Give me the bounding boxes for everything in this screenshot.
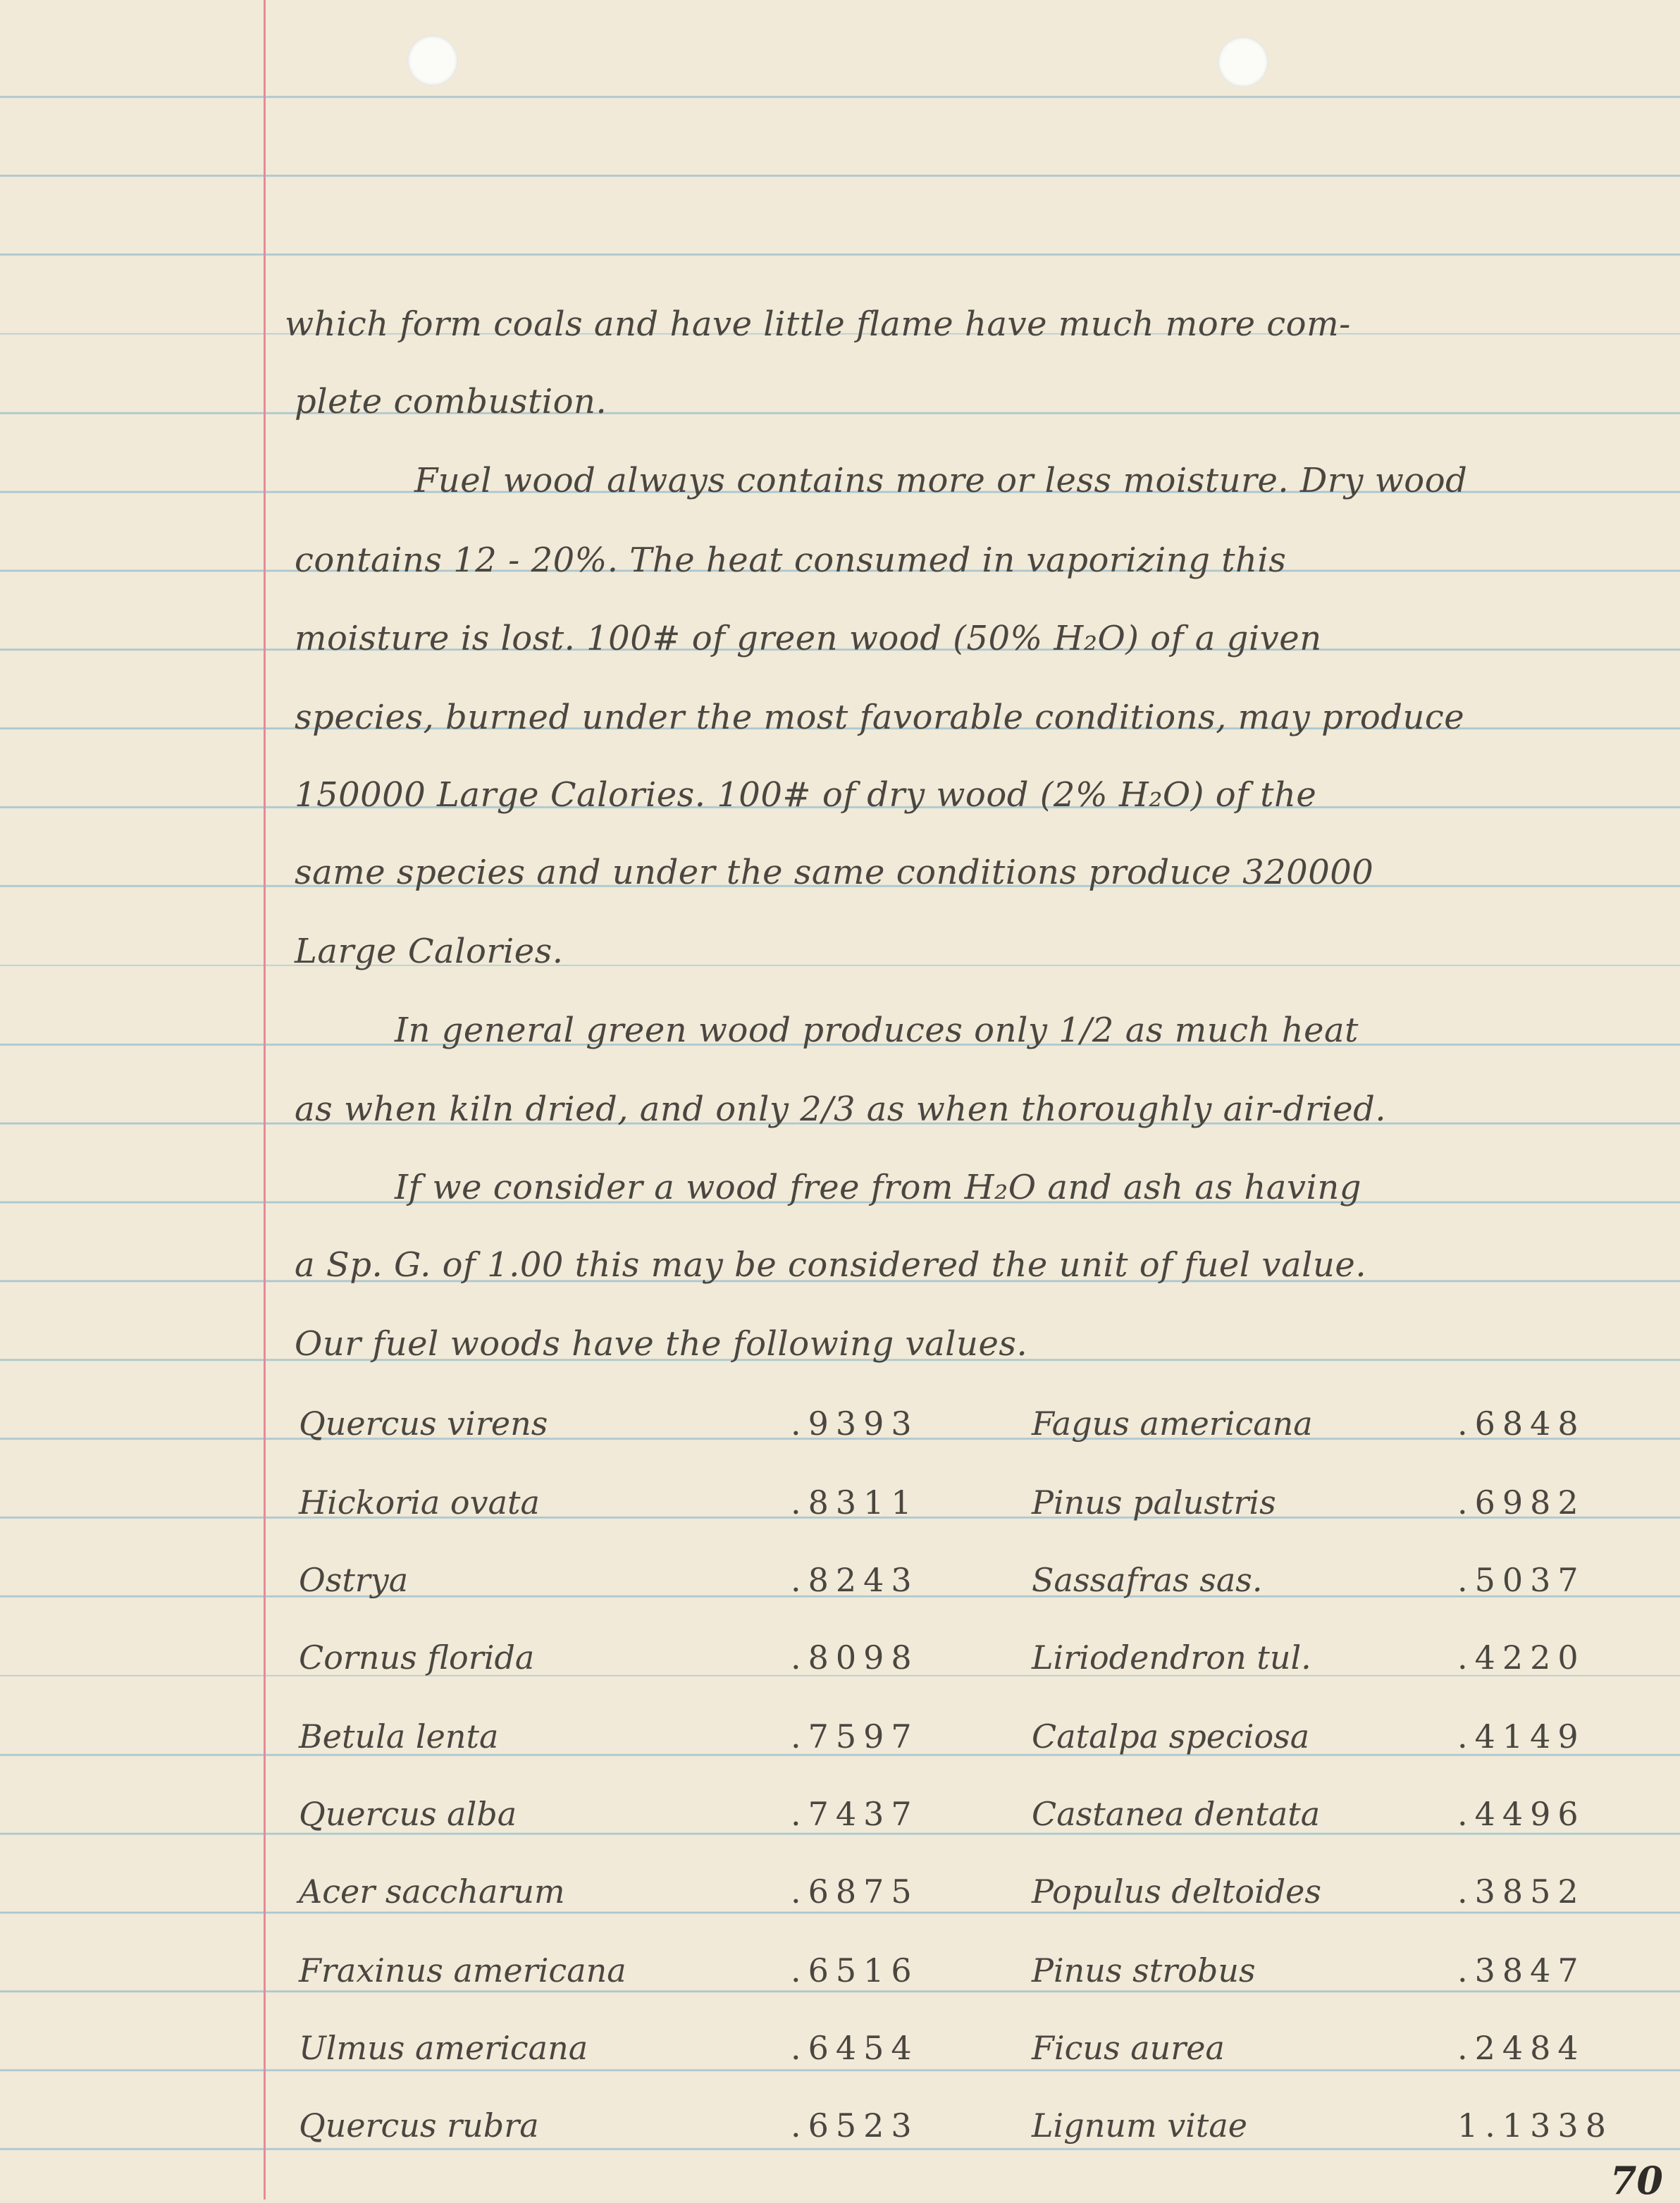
text-line: 150000 Large Calories. 100# of dry wood (2% H₂O) of the xyxy=(295,775,1317,815)
species-name: Hickoria ovata xyxy=(299,1483,540,1522)
species-name: Fraxinus americana xyxy=(299,1951,626,1989)
text-line: species, burned under the most favorable conditions, may produce xyxy=(295,698,1465,737)
fuel-value: .8311 xyxy=(791,1483,919,1522)
page-number: 70 xyxy=(1610,2158,1663,2203)
fuel-value: .6875 xyxy=(791,1872,919,1911)
text-line: as when kiln dried, and only 2/3 as when thoroughly air-dried. xyxy=(295,1090,1387,1129)
fuel-value: .7597 xyxy=(791,1717,919,1755)
text-line: moisture is lost. 100# of green wood (50% H₂O) of a given xyxy=(295,619,1322,658)
fuel-value: .8098 xyxy=(791,1639,919,1677)
species-name: Castanea dentata xyxy=(1032,1795,1321,1833)
species-name: Liriodendron tul. xyxy=(1032,1639,1311,1677)
text-line: plete combustion. xyxy=(295,382,607,421)
fuel-value: .7437 xyxy=(791,1795,919,1833)
fuel-value: .3847 xyxy=(1457,1951,1586,1989)
species-name: Betula lenta xyxy=(299,1717,499,1755)
species-name: Fagus americana xyxy=(1032,1405,1313,1443)
species-name: Pinus palustris xyxy=(1032,1483,1276,1522)
fuel-value: 1.1338 xyxy=(1457,2106,1613,2145)
fuel-value: .4149 xyxy=(1457,1717,1586,1755)
fuel-value: .6516 xyxy=(791,1951,919,1989)
fuel-value: .8243 xyxy=(791,1561,919,1599)
fuel-value: .6454 xyxy=(791,2029,919,2067)
species-name: Acer saccharum xyxy=(299,1872,565,1911)
fuel-value: .3852 xyxy=(1457,1872,1586,1911)
fuel-value: .5037 xyxy=(1457,1561,1586,1599)
species-name: Quercus rubra xyxy=(299,2106,539,2145)
text-line: same species and under the same conditions produce 320000 xyxy=(295,853,1374,892)
fuel-value: .6523 xyxy=(791,2106,919,2145)
species-name: Catalpa speciosa xyxy=(1032,1717,1310,1755)
text-line: Fuel wood always contains more or less moisture. Dry wood xyxy=(414,461,1468,500)
fuel-value: .9393 xyxy=(791,1405,919,1443)
text-line: Large Calories. xyxy=(295,932,564,971)
species-name: Pinus strobus xyxy=(1032,1951,1256,1989)
species-name: Quercus virens xyxy=(299,1405,548,1443)
species-name: Quercus alba xyxy=(299,1795,517,1833)
fuel-value: .4220 xyxy=(1457,1639,1586,1677)
text-line: contains 12 - 20%. The heat consumed in vaporizing this xyxy=(295,541,1287,580)
text-line: Our fuel woods have the following values. xyxy=(295,1324,1028,1364)
species-name: Sassafras sas. xyxy=(1032,1561,1263,1599)
species-name: Lignum vitae xyxy=(1032,2106,1248,2145)
text-line: If we consider a wood free from H₂O and ash as having xyxy=(395,1168,1361,1207)
text-line: which form coals and have little flame have much more com- xyxy=(285,304,1351,344)
text-line: In general green wood produces only 1/2 as much heat xyxy=(395,1011,1359,1050)
fuel-value: .4496 xyxy=(1457,1795,1586,1833)
fuel-value: .2484 xyxy=(1457,2029,1586,2067)
fuel-value: .6848 xyxy=(1457,1405,1586,1443)
text-line: a Sp. G. of 1.00 this may be considered the unit of fuel value. xyxy=(295,1245,1367,1285)
species-name: Ostrya xyxy=(299,1561,409,1599)
species-name: Ficus aurea xyxy=(1032,2029,1225,2067)
species-name: Cornus florida xyxy=(299,1639,535,1677)
species-name: Populus deltoides xyxy=(1032,1872,1321,1911)
fuel-value: .6982 xyxy=(1457,1483,1586,1522)
species-name: Ulmus americana xyxy=(299,2029,588,2067)
